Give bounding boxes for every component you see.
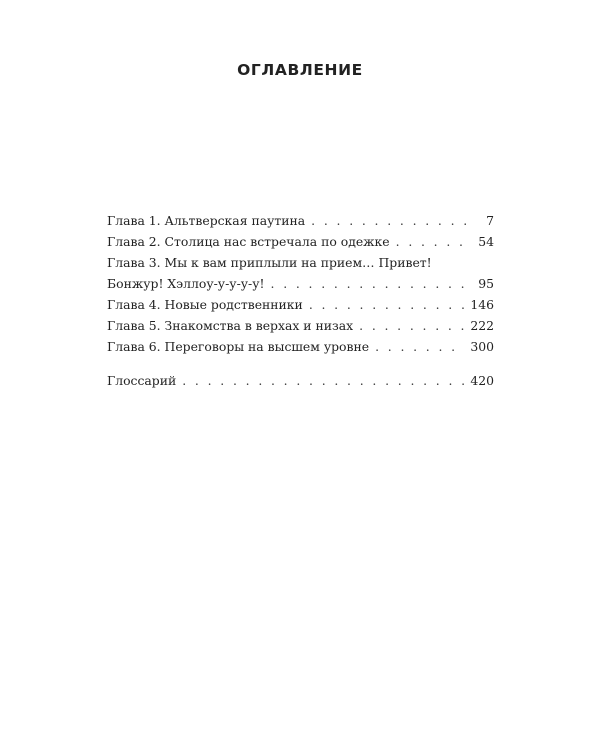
toc-heading: ОГЛАВЛЕНИЕ: [237, 61, 363, 79]
toc-entry-page: 420: [470, 373, 494, 388]
dot-leader: [375, 336, 464, 357]
toc-entry-chapter-4[interactable]: [107, 294, 494, 315]
toc-entry-title-line1: Глава 3. Мы к вам приплыли на прием… Привет!: [107, 255, 432, 270]
dot-leader: [396, 231, 466, 252]
toc-entry-title: Глава 4. Новые родственники: [107, 297, 303, 312]
toc-entry-page: 146: [470, 297, 494, 312]
toc-entry-page: 300: [470, 339, 494, 354]
toc-entry-page: 222: [470, 318, 494, 333]
toc-entry-title: Глава 6. Переговоры на высшем уровне: [107, 339, 370, 354]
table-of-contents: [107, 210, 494, 391]
toc-entry-page: 7: [486, 213, 494, 228]
toc-entry-page: 54: [478, 234, 494, 249]
dot-leader: [309, 294, 465, 315]
toc-entry-page: 95: [478, 276, 494, 291]
toc-entry-chapter-3-line1[interactable]: [107, 252, 494, 273]
toc-entry-glossary[interactable]: [107, 370, 494, 391]
toc-entry-chapter-2[interactable]: [107, 231, 494, 252]
toc-entry-title: Глоссарий: [107, 373, 177, 388]
toc-entry-title: Бонжур! Хэллоу-у-у-у-у!: [107, 276, 265, 291]
section-spacer: [107, 357, 494, 370]
dot-leader: [311, 210, 466, 231]
toc-entry-chapter-3[interactable]: [107, 273, 494, 294]
toc-entry-chapter-1[interactable]: [107, 210, 494, 231]
toc-entry-chapter-6[interactable]: [107, 336, 494, 357]
toc-entry-title: Глава 2. Столица нас встречала по одежке: [107, 234, 390, 249]
dot-leader: [182, 370, 464, 391]
toc-entry-chapter-5[interactable]: [107, 315, 494, 336]
toc-entry-title: Глава 1. Альтверская паутина: [107, 213, 306, 228]
dot-leader: [359, 315, 464, 336]
dot-leader: [271, 273, 466, 294]
toc-entry-title: Глава 5. Знакомства в верхах и низах: [107, 318, 354, 333]
